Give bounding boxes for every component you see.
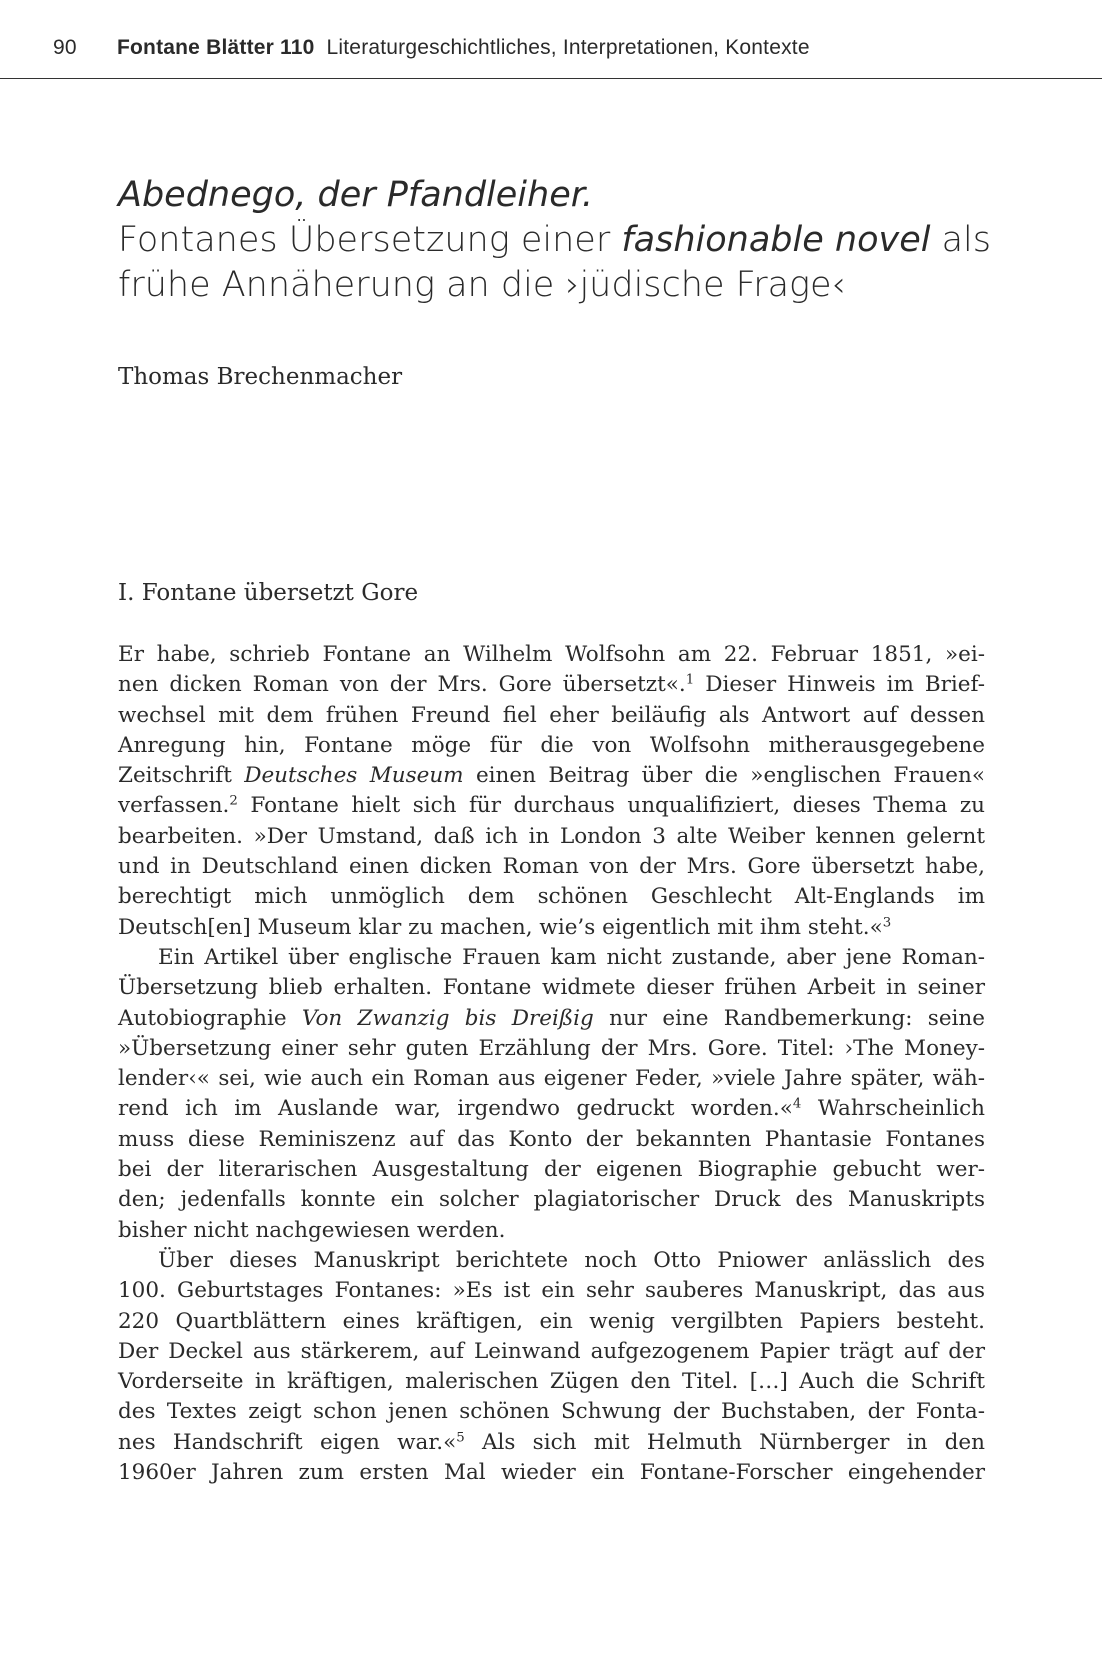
journal-name-italic: Deutsches Museum [244, 763, 464, 789]
text-line [118, 1004, 985, 1034]
title-line-2-post: als [930, 220, 992, 260]
footnote-ref-1[interactable]: 1 [685, 672, 695, 688]
footnote-ref-2[interactable]: 2 [229, 794, 238, 810]
title-line-2-italic: fashionable novel [621, 220, 931, 260]
title-line-1-text: Abednego, der Pfandleiher. [118, 175, 594, 215]
text-run: Fontane hielt sich für durchaus unqualifiziert, dieses Thema zu [237, 793, 985, 819]
text-run: Dieser Hinweis im Brief- [694, 672, 985, 698]
text-run: Autobiographie [118, 1005, 302, 1031]
text-run: nur eine Randbemerkung: seine [593, 1005, 985, 1031]
text-run: Zeitschrift [118, 763, 245, 789]
text-line: bearbeiten. »Der Umstand, daß ich in London 3 alte Weiber kennen gelernt [118, 823, 985, 849]
section-heading: I. Fontane übersetzt Gore [118, 580, 419, 606]
body-text [118, 640, 985, 1488]
running-header [0, 0, 1102, 79]
text-run: rend ich im Auslande war, irgendwo gedruckt worden.« [118, 1096, 793, 1122]
footnote-ref-4[interactable]: 4 [792, 1097, 802, 1113]
text-line: wechsel mit dem frühen Freund fiel eher beiläufig als Antwort auf dessen [118, 702, 985, 728]
text-line: muss diese Reminiszenz auf das Konto der bekannten Phantasie Fontanes [118, 1126, 985, 1152]
text-line: und in Deutschland einen dicken Roman von der Mrs. Gore übersetzt habe, [118, 854, 985, 880]
text-line: Er habe, schrieb Fontane an Wilhelm Wolfsohn am 22. Februar 1851, »ei- [118, 642, 985, 667]
title-line-2 [118, 218, 998, 263]
text-line: berechtigt mich unmöglich dem schönen Geschlecht Alt-Englands im [118, 884, 985, 910]
text-line: Ein Artikel über englische Frauen kam nicht zustande, aber jene Roman- [158, 944, 985, 970]
text-line: »Übersetzung einer sehr guten Erzählung der Mrs. Gore. Titel: ›The Money- [118, 1035, 985, 1061]
text-line: 1960er Jahren zum ersten Mal wieder ein Fontane-Forscher eingehender [118, 1460, 985, 1486]
text-line: lender‹« sei, wie auch ein Roman aus eigener Feder, »viele Jahre später, wäh- [118, 1066, 985, 1092]
text-line [118, 761, 985, 791]
footnote-ref-5[interactable]: 5 [456, 1430, 465, 1446]
header-line [53, 36, 810, 60]
text-line: Anregung hin, Fontane möge für die von Wolfsohn mitherausgegebene [118, 732, 985, 758]
footnote-ref-3[interactable]: 3 [882, 915, 892, 931]
author-name: Thomas Brechenmacher [118, 364, 403, 390]
text-line: des Textes zeigt schon jenen schönen Schwung der Buchstaben, der Fonta- [118, 1399, 985, 1425]
text-line [118, 670, 985, 700]
text-line: bei der literarischen Ausgestaltung der eigenen Biographie gebucht wer- [118, 1157, 985, 1183]
text-line: 220 Quartblättern eines kräftigen, ein wenig vergilbten Papiers besteht. [118, 1308, 985, 1334]
text-line [118, 791, 985, 821]
text-line: Der Deckel aus stärkerem, auf Leinwand aufgezogenem Papier trägt auf der [118, 1338, 985, 1364]
article-title [118, 173, 998, 308]
text-run: Als sich mit Helmuth Nürnberger in den [464, 1429, 986, 1455]
text-line: den; jedenfalls konnte ein solcher plagiatorischer Druck des Manuskripts [118, 1187, 985, 1213]
text-run: nen dicken Roman von der Mrs. Gore übersetzt«. [118, 672, 686, 698]
text-line [118, 1094, 985, 1124]
text-line [118, 1428, 985, 1458]
page-number: 90 [53, 36, 77, 59]
text-line: Vorderseite in kräftigen, malerischen Zügen den Titel. […] Auch die Schrift [118, 1369, 985, 1395]
text-line: bisher nicht nachgewiesen werden. [118, 1217, 506, 1243]
text-run: nes Handschrift eigen war.« [118, 1429, 457, 1455]
title-line-3: frühe Annäherung an die ›jüdische Frage‹ [118, 265, 846, 305]
title-line-2-pre: Fontanes Übersetzung einer [118, 220, 622, 260]
text-run: Wahrscheinlich [801, 1096, 985, 1122]
text-line: Über dieses Manuskript berichtete noch Otto Pniower anlässlich des [158, 1247, 985, 1273]
text-line: 100. Geburtstages Fontanes: »Es ist ein sehr sauberes Manuskript, das aus [118, 1278, 985, 1304]
text-line [118, 913, 985, 943]
title-line-1 [118, 173, 998, 218]
text-line: Übersetzung blieb erhalten. Fontane widmete dieser frühen Arbeit in seiner [118, 975, 985, 1001]
text-run: einen Beitrag über die »englischen Frauen« [463, 763, 985, 789]
text-run: Deutsch[en] Museum klar zu machen, wie’s eigentlich mit ihm steht.« [118, 914, 883, 940]
journal-title: Fontane Blätter 110 [117, 36, 315, 59]
section-title: Literaturgeschichtliches, Interpretationen, Kontexte [326, 36, 810, 59]
text-run: verfassen. [118, 793, 230, 819]
book-title-italic: Von Zwanzig bis Dreißig [301, 1005, 594, 1031]
